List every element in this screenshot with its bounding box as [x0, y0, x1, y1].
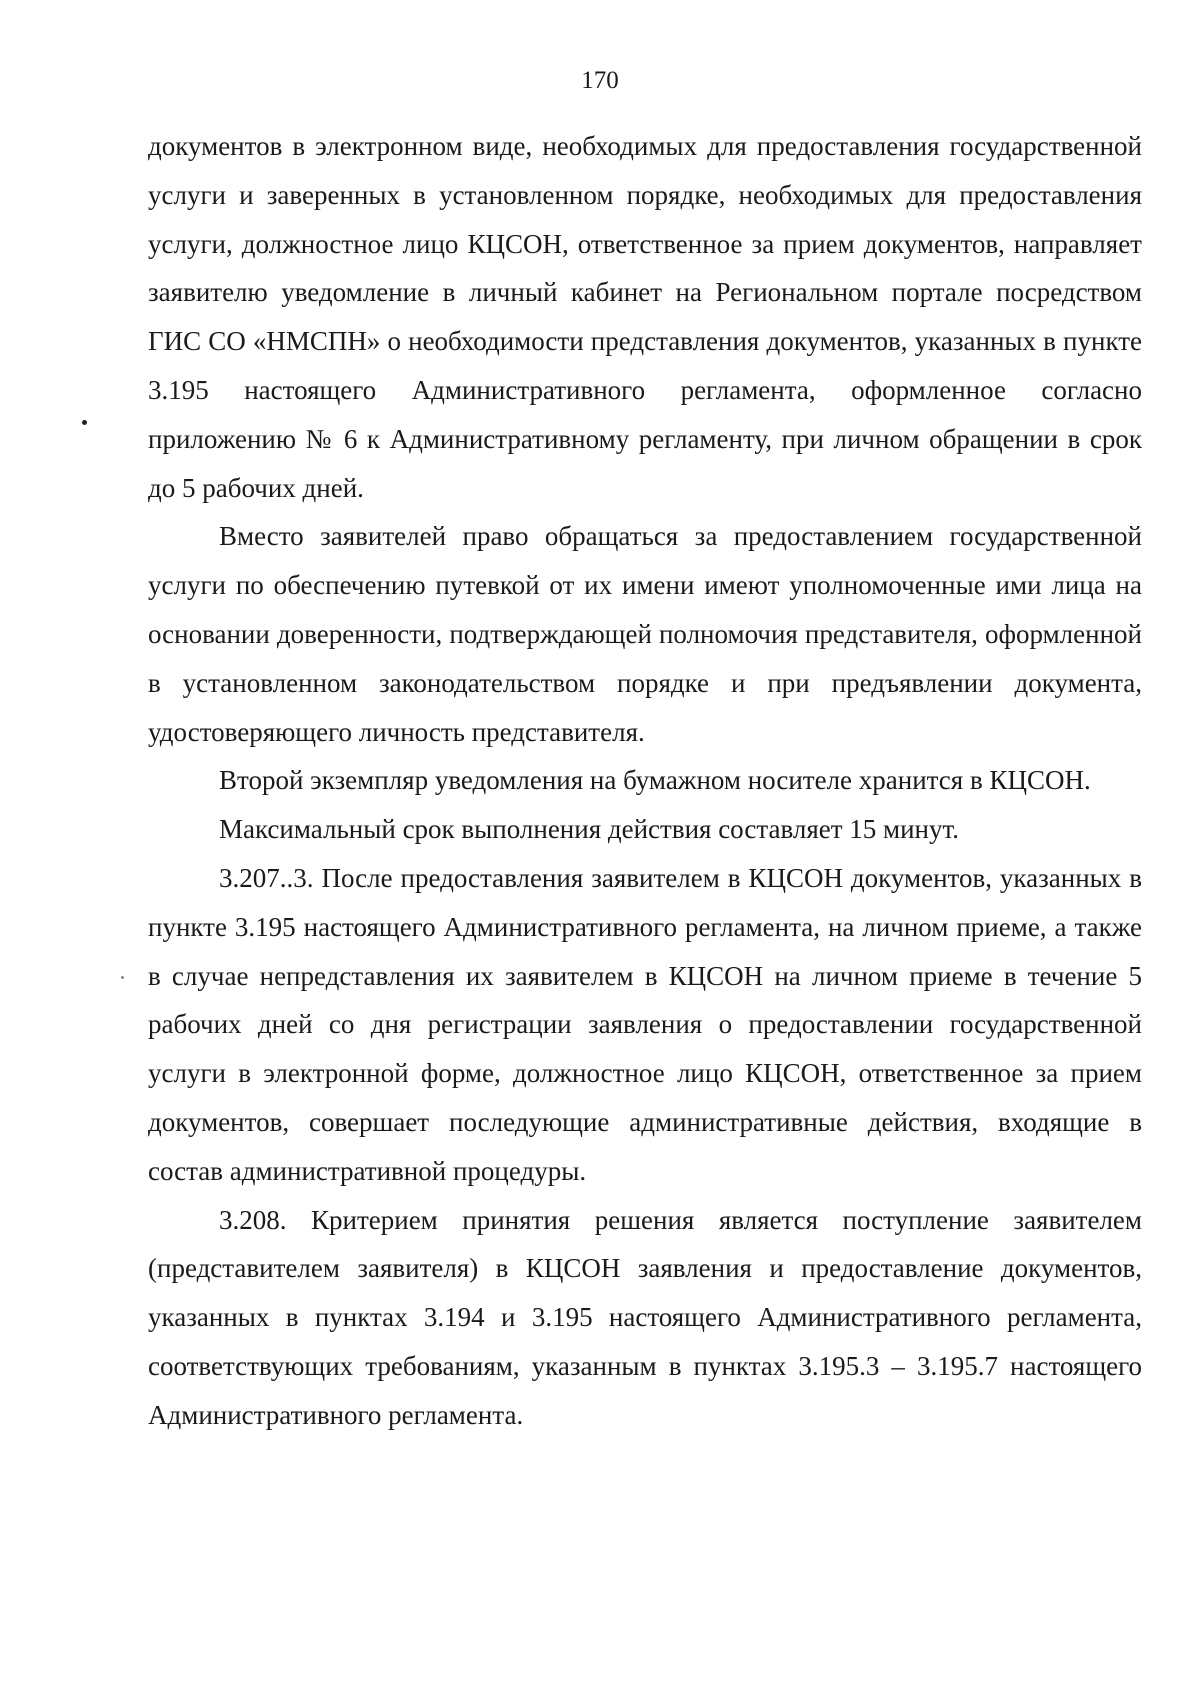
scan-speck: [82, 420, 87, 425]
scan-speck: [121, 976, 124, 979]
paragraph-second-copy: Второй экземпляр уведомления на бумажном носителе хранится в КЦСОН.: [219, 765, 1091, 796]
page-number: 170: [581, 67, 619, 94]
paragraph-continuation: документов в электронном виде, необходимых для предоставления государственной услуги и заверенных в установленном порядке, необходимых для предоставления услуги, должностное лицо КЦСОН, ответственное за прием документов, направляет заявителю уведомление в личный кабинет на Региональном портале посредством ГИС СО «НМСПН» о необходимости представления документов, указанных в пункте 3.195 настоящего Административного регламента, оформленное согласно приложению № 6 к Административному регламенту, при личном обращении в срок до 5 рабочих дней.: [148, 131, 1142, 503]
paragraph-3-207-3: 3.207..3. После предоставления заявителем в КЦСОН документов, указанных в пункте 3.195 настоящего Административного регламента, на личном приеме, а также в случае непредставления их заявителем в КЦСОН на личном приеме в течение 5 рабочих дней со дня регистрации заявления о предоставлении государственной услуги в электронной форме, должностное лицо КЦСОН, ответственное за прием документов, совершает последующие административные действия, входящие в состав административной процедуры.: [148, 862, 1142, 1186]
paragraph-representatives: Вместо заявителей право обращаться за предоставлением государственной услуги по обеспечению путевкой от их имени имеют уполномоченные ими лица на основании доверенности, подтверждающей полномочия представителя, оформленной в установленном законодательством порядке и при предъявлении документа, удостоверяющего личность представителя.: [148, 521, 1142, 747]
paragraph-3-208: 3.208. Критерием принятия решения является поступление заявителем (представителем заявителя) в КЦСОН заявления и предоставление документов, указанных в пунктах 3.194 и 3.195 настоящего Административного регламента, соответствующих требованиям, указанным в пунктах 3.195.3 – 3.195.7 настоящего Административного регламента.: [148, 1204, 1142, 1430]
document-body: [148, 122, 1142, 1440]
paragraph-max-time: Максимальный срок выполнения действия составляет 15 минут.: [219, 814, 960, 845]
